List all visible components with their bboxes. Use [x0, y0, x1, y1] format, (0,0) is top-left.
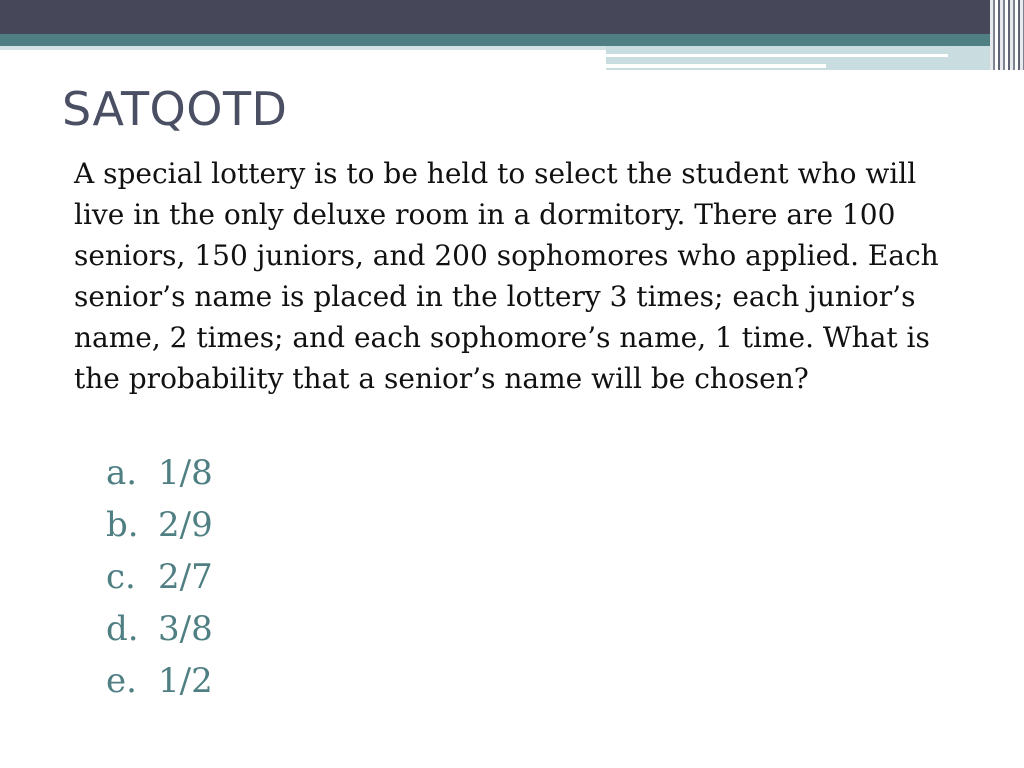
answer-option: [106, 603, 213, 655]
option-value: 1/2: [158, 661, 213, 701]
option-value: 3/8: [158, 609, 213, 649]
option-value: 1/8: [158, 453, 213, 493]
header-dark-band: [0, 0, 1024, 34]
header-stripes: [990, 0, 1024, 70]
option-value: 2/7: [158, 557, 213, 597]
option-value: 2/9: [158, 505, 213, 545]
option-letter: b.: [106, 505, 139, 545]
header-teal-band: [0, 34, 1024, 46]
option-letter: d.: [106, 609, 139, 649]
option-letter: a.: [106, 453, 138, 493]
header-light-band: [0, 46, 606, 50]
question-text: A special lottery is to be held to select the student who will live in the only deluxe room in a dormitory. There are 100 seniors, 150 juniors, and 200 sophomores who applied. Each senior’s name is placed in the lottery 3 times; each junior’s name, 2 times; and each sophomore’s name, 1 time. What is the probability that a senior’s name will be chosen?: [74, 157, 939, 395]
answer-option: [106, 499, 213, 551]
answer-option: [106, 655, 213, 707]
answer-options: [106, 447, 213, 707]
option-letter: e.: [106, 661, 137, 701]
slide-title: SATQOTD: [62, 82, 288, 136]
header-accent-line: [606, 64, 826, 68]
answer-option: [106, 551, 213, 603]
header-accent-line: [606, 54, 948, 57]
option-letter: c.: [106, 557, 136, 597]
answer-option: [106, 447, 213, 499]
